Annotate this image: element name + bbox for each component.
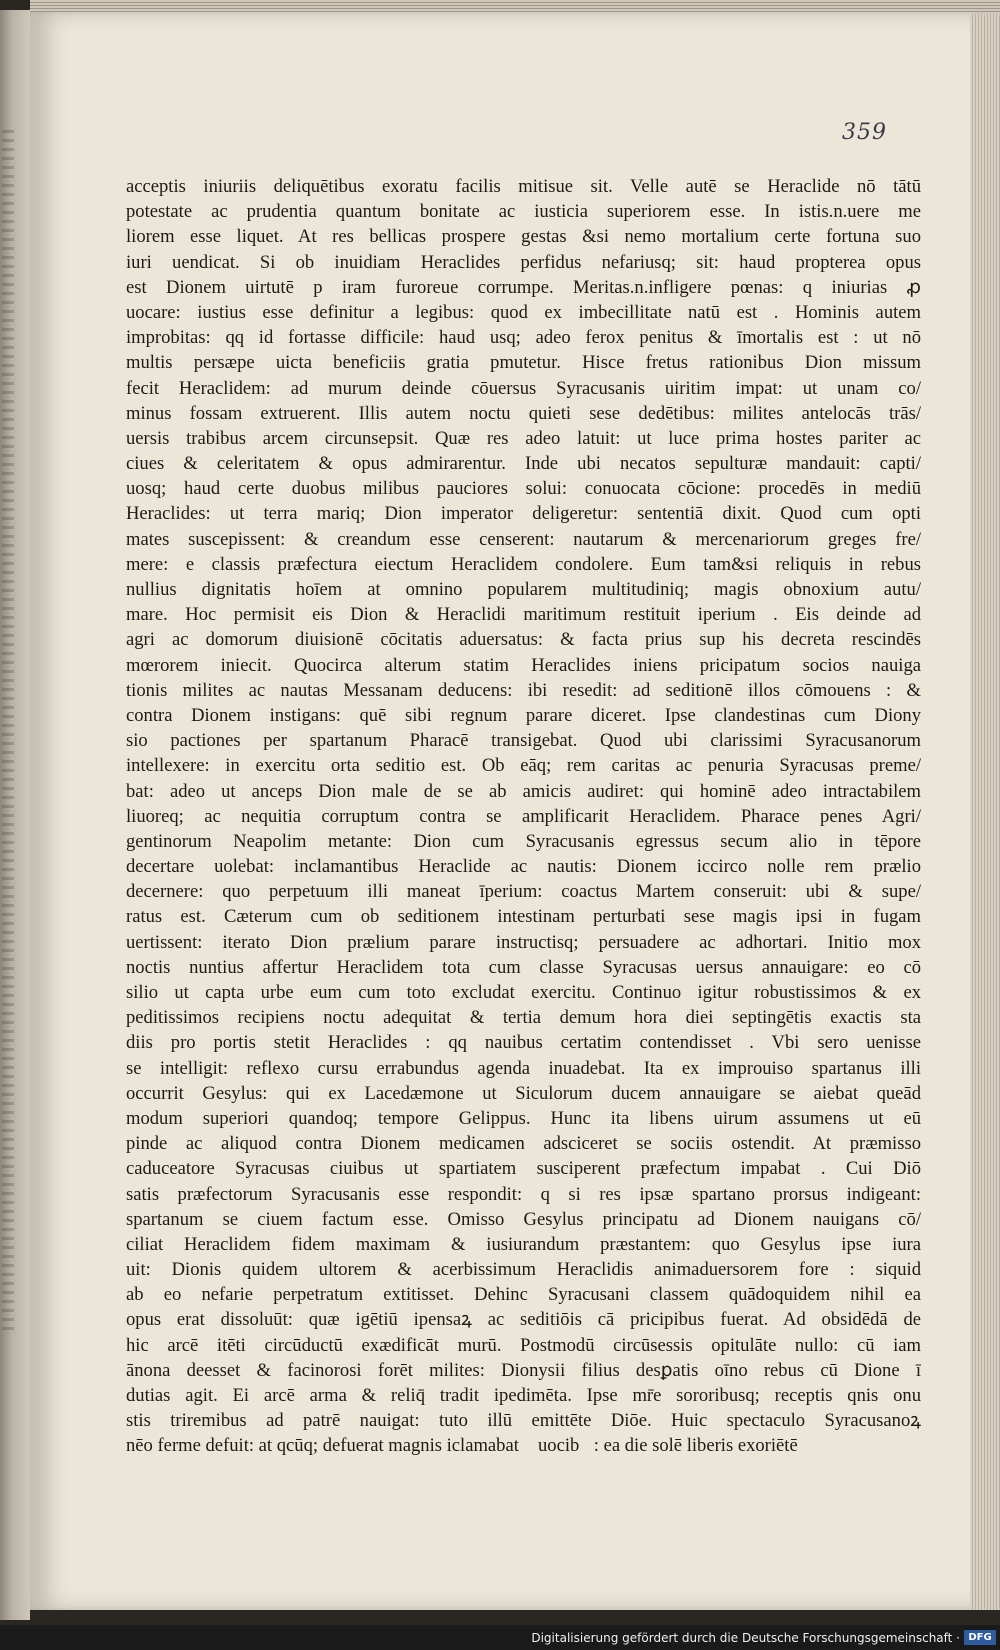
text-line: decernere: quo perpetuum illi maneat īperium: coactus Martem conseruit: ubi & supe/ [126,881,921,903]
text-line: spartanum se ciuem factum esse. Omisso Gesylus principatu ad Dionem nauigans cō/ [126,1208,921,1230]
text-line: satis præfectorum Syracusanis esse respondit: q si res ipsæ spartano prorsus indigeant: [126,1183,921,1205]
text-line: improbitas: qq id fortasse difficile: haud usq; adeo ferox penitus & īmortalis est : ut nō [126,327,921,349]
footer-bar [0,1625,1000,1650]
text-line: contra Dionem instigans: quē sibi regnum parare diceret. Ipse clandestinas cum Diony [126,704,921,726]
text-line: uocare: iustius esse definitur a legibus: quod ex imbecillitate natū est . Hominis autem [126,301,921,323]
text-block [126,174,921,1459]
text-line: liuoreq; ac nequitia corruptum contra se amplificarit Heraclidem. Pharace penes Agri/ [126,805,921,827]
text-line: mates suscepissent: & creandum esse censerent: nautarum & mercenariorum greges fre/ [126,528,921,550]
text-line: uosq; haud certe duobus milibus pauciores solui: conuocata cōcione: procedēs in mediū [126,478,921,500]
text-line: ānona deesset & facinorosi forēt milites: Dionysii filius desꝑatis oīno rebus cū Dione ī [126,1359,921,1381]
text-line: se intelligit: reflexo cursu errabundus agenda inuadebat. Ita ex improuiso spartanus illi [126,1057,921,1079]
text-line: occurrit Gesylus: qui ex Lacedæmone ut Siculorum ducem annauigare se aiebat queād [126,1082,921,1104]
text-line: Heraclides: ut terra mariq; Dion imperator deligeretur: sententiā dixit. Quod cum opti [126,503,921,525]
text-line: uit: Dionis quidem ultorem & acerbissimum Heraclidis animaduersorem fore : siquid [126,1259,921,1281]
page-recto [30,12,978,1610]
text-line: noctis nuntius affertur Heraclidem tota cum classe Syracusas uersus annauigare: eo cō [126,956,921,978]
text-line: ab eo nefarie perpetratum extitisset. Dehinc Syracusani classem quādoquidem nihil ea [126,1284,921,1306]
text-line: uertissent: iterato Dion prælium parare instructisq; persuadere ac adhortari. Initio mox [126,931,921,953]
text-line: peditissimos recipiens noctu adequitat & tertia demum hora diei septingētis exactis sta [126,1007,921,1029]
text-line: minus fossam extruerent. Illis autem noctu quieti sese dedētibus: milites antelocās trās/ [126,402,921,424]
text-line: sio pactiones per spartanum Pharacē transigebat. Quod ubi clarissimi Syracusanorum [126,730,921,752]
text-line: acceptis iniuriis deliquētibus exoratu facilis mitisue sit. Velle autē se Heraclide nō tātū [126,176,921,197]
text-line: silio ut capta urbe eum cum toto excludat exercitu. Continuo igitur robustissimos & ex [126,982,921,1003]
text-line: dutias agit. Ei arcē arma & reliq̄ tradit ipedimēta. Ipse mr̄e sororibusq; receptis qnis onu [126,1385,921,1406]
text-line: mere: e classis præfectura eiectum Heraclidem condolere. Eum tam&si reliquis in rebus [126,553,921,575]
text-line: stis triremibus ad patrē nauigat: tuto illū emittēte Diōe. Huic spectaculo Syracusanoꝝ [126,1410,921,1432]
text-line: decertare uolebat: inclamantibus Heraclide ac nautis: Dionem iccirco nolle rem prælio [126,856,921,878]
text-line: multis persæpe uicta beneficiis gratia pmutetur. Hisce fretus rationibus Dion missum [126,352,921,374]
text-line: caduceatore Syracusas ciuibus ut spartiatem susciperent præfectum impabat . Cui Diō [126,1158,921,1180]
text-line: ciliat Heraclidem fidem maximam & iusiurandum præstantem: quo Gesylus ipse iura [126,1233,921,1255]
folio-number: 359 [842,120,887,145]
text-line: uersis trabibus arcem circunsepsit. Quæ res adeo latuit: ut luce prima hostes pariter ac [126,427,921,449]
footer-credit: Digitalisierung gefördert durch die Deutsche Forschungsgemeinschaft · [531,1631,960,1645]
text-line: opus erat dissoluūt: quæ igētiū ipensaꝝ ac seditiōis cā pricipibus fuerat. Ad obsidēdā de [126,1309,921,1331]
text-line: ciues & celeritatem & opus admirarentur. Inde ubi necatos sepulturæ mandauit: capti/ [126,453,921,475]
text-line: hic arcē itēti circūductū exædificāt murū. Postmodū circūsessis opitulāte nullo: cū iam [126,1334,921,1356]
text-line: pinde ac aliquod contra Dionem medicamen adsciceret se sociis ostendit. At præmisso [126,1133,921,1155]
text-line: potestate ac prudentia quantum bonitate ac iusticia superiorem esse. In istis.n.uere me [126,201,921,223]
text-line: mœrorem iniecit. Quocirca alterum statim Heraclides iniens pricipatum socios nauiga [126,654,921,676]
text-line: intellexere: in exercitu orta seditio est. Ob eāq; rem caritas ac penuria Syracusas preme/ [126,755,921,777]
text-line: ratus est. Cæterum cum ob seditionem intestinam perturbati sese magis ipsi in fugam [126,906,921,928]
text-line: modum superiori quandoq; tempore Gelippus. Hunc ita libens uirum assumens ut eū [126,1107,921,1129]
right-page-edges [970,14,1000,1610]
left-page-text-bleed [2,130,14,1330]
text-line: agri ac domorum diuisionē cōcitatis aduersatus: & facta prius sup his decreta rescindēs [126,629,921,651]
text-line: bat: adeo ut anceps Dion male de se ab amicis audiret: qui hominē adeo intractabilem [126,780,921,802]
text-line: diis pro portis stetit Heraclides : qq nauibus certatim contendisset . Vbi sero uenisse [126,1032,921,1054]
left-page-edge [0,10,30,1620]
text-line: gentinorum Neapolim metante: Dion cum Syracusanis egressus secum alio in tēpore [126,830,921,852]
text-line: nullius dignitatis hoīem at omnino popularem multitudiniq; magis obnoxium autu/ [126,579,921,600]
text-line: fecit Heraclidem: ad murum deinde cōuersus Syracusanis uiritim impat: ut unam co/ [126,377,921,399]
text-line: est Dionem uirtutē p iram furoreue corrumpe. Meritas.n.infligere pœnas: q iniurias ꝓ [126,276,921,298]
text-line: iuri uendicat. Si ob inuidiam Heraclides perfidus nefariusq; sit: haud propterea opus [126,251,921,273]
text-line: mare. Hoc permisit eis Dion & Heraclidi maritimum restituit iperium . Eis deinde ad [126,604,921,626]
text-line: nēo ferme defuit: at qcūq; defuerat magnis iclamabatᷓ uocibᷓ: ea die solē liberis exoriētē [126,1435,798,1457]
dfg-logo: DFG [964,1630,996,1645]
text-line: liorem esse liquet. At res bellicas prospere gestas &si nemo mortalium certe fortuna suo [126,226,921,248]
text-line: tionis milites ac nautas Messanam deducens: ibi resedit: ad seditionē illos cōmouens : & [126,679,921,701]
